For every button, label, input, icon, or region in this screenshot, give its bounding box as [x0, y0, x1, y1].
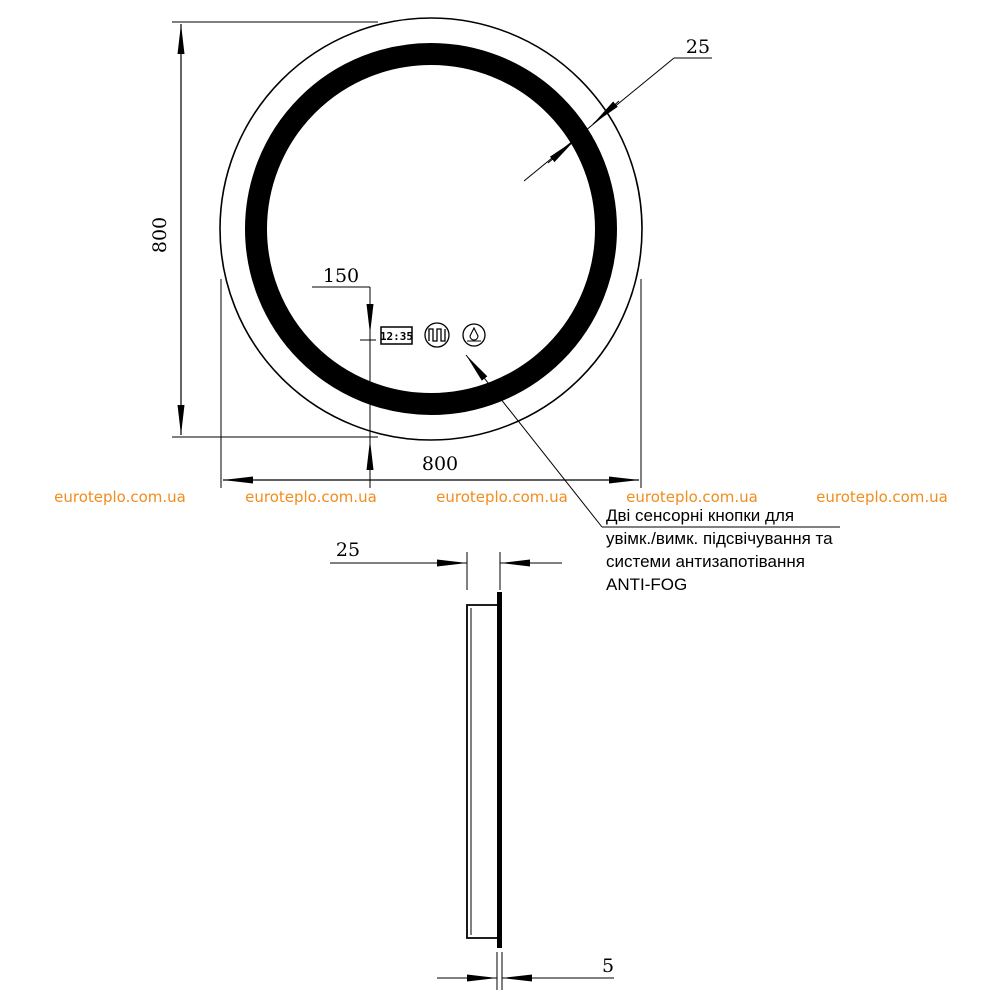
frame-width-label: 25	[685, 36, 711, 58]
depth-dimension	[330, 539, 562, 590]
button-offset-label: 150	[322, 265, 360, 287]
buttons-note	[606, 506, 833, 594]
width-label: 800	[421, 453, 459, 475]
note-line-3: системи антизапотівання	[606, 552, 805, 571]
glass-dimension	[437, 952, 614, 990]
clock-display-text: 12:35	[379, 330, 414, 343]
note-line-2: увімк./вимк. підсвічування та	[606, 529, 833, 548]
watermark-2: euroteplo.com.ua	[245, 488, 377, 506]
depth-label: 25	[335, 539, 361, 561]
front-view	[149, 18, 840, 527]
side-glass	[497, 592, 502, 948]
glass-label: 5	[601, 955, 615, 977]
height-label: 800	[149, 216, 171, 254]
mirror-outer-edge	[220, 18, 642, 440]
watermark-1: euroteplo.com.ua	[54, 488, 186, 506]
watermark-4: euroteplo.com.ua	[626, 488, 758, 506]
note-line-1: Дві сенсорні кнопки для	[606, 506, 795, 525]
watermark-5: euroteplo.com.ua	[816, 488, 948, 506]
watermarks	[54, 488, 948, 506]
led-light-ring	[256, 54, 606, 404]
watermark-3: euroteplo.com.ua	[436, 488, 568, 506]
control-panel	[380, 323, 485, 347]
side-view	[330, 539, 614, 990]
note-line-4: ANTI-FOG	[606, 575, 688, 594]
